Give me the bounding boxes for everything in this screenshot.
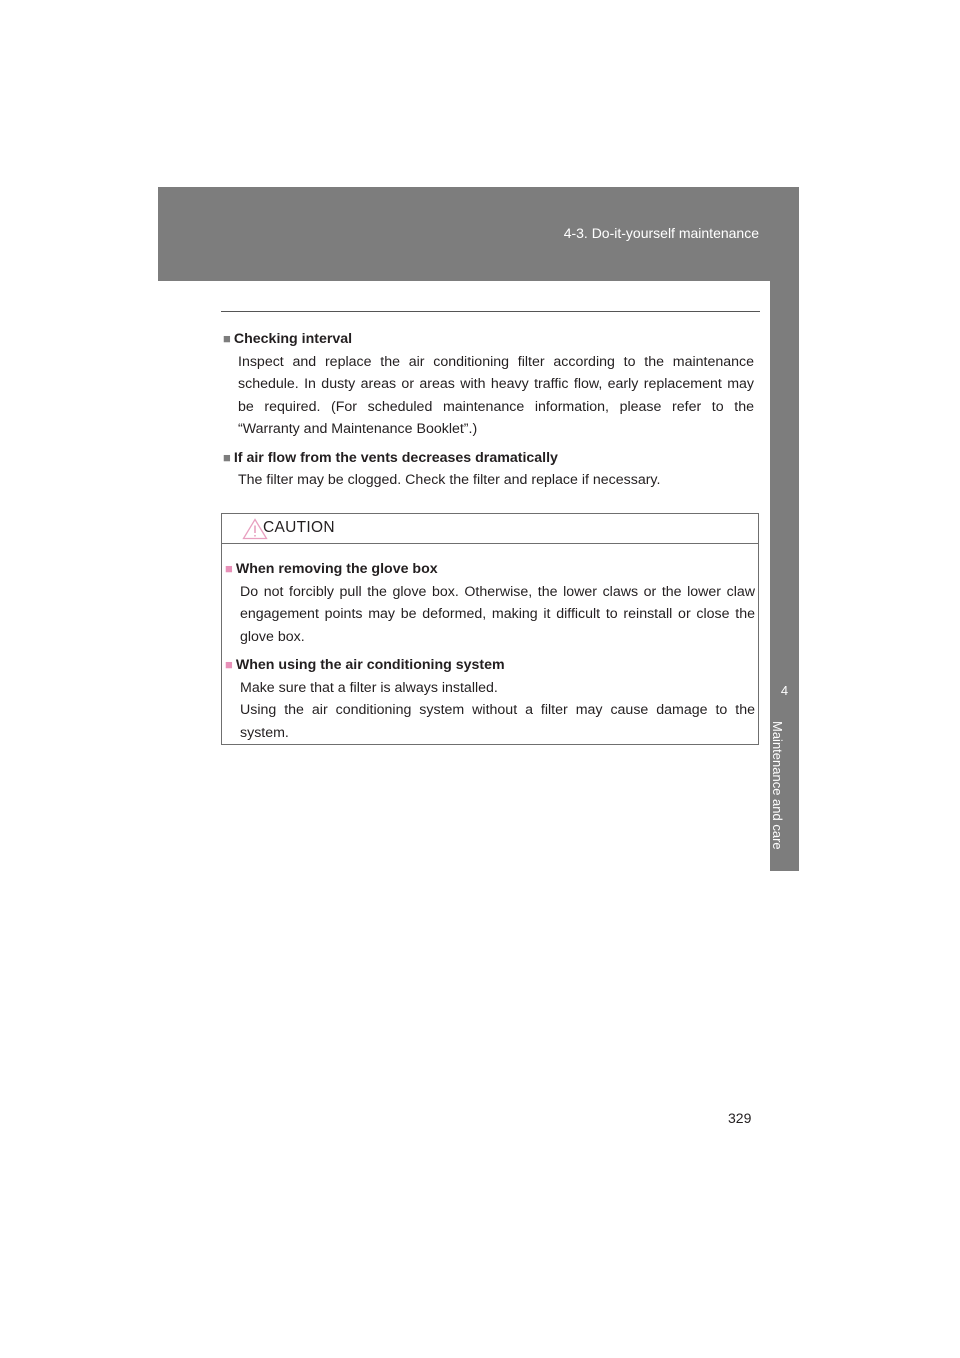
- note-body: Inspect and replace the air conditioning filter according to the maintenance schedule. In dusty areas or areas with heavy traffic flow, early replacement may be required. (For scheduled maintenance information, please refer to the “Warranty and Maintenance Booklet”.): [238, 353, 754, 437]
- caution-box: [221, 513, 759, 745]
- caution-content: [225, 558, 755, 750]
- bullet: ■: [225, 657, 233, 672]
- caution-body: Do not forcibly pull the glove box. Otherwise, the lower claws or the lower claw engagement points may be deformed, making it difficult to reinstall or close the glove box.: [240, 583, 755, 645]
- section-title: 4-3. Do-it-yourself maintenance: [563, 225, 759, 241]
- bullet: ■: [223, 449, 231, 465]
- note-heading-text: If air flow from the vents decreases dramatically: [233, 449, 558, 466]
- note-heading: [223, 328, 754, 351]
- note-heading-text: Checking interval: [233, 331, 353, 347]
- header-band: [158, 187, 799, 281]
- tab-label: Maintenance and care: [770, 721, 785, 850]
- notes-section: [223, 328, 754, 498]
- bullet: ■: [225, 561, 233, 576]
- tab-number: 4: [780, 683, 789, 698]
- top-rule: [221, 311, 760, 312]
- page-number: 329: [728, 1110, 752, 1126]
- caution-heading: [225, 558, 755, 581]
- caution-header: [222, 514, 758, 544]
- note-heading: [223, 447, 754, 470]
- caution-heading-text: When removing the glove box: [235, 561, 438, 577]
- note-body: The filter may be clogged. Check the filter and replace if necessary.: [238, 472, 661, 488]
- side-tab: [770, 281, 799, 871]
- caution-heading-text: When using the air conditioning system: [235, 657, 505, 673]
- caution-body: Make sure that a filter is always installed.: [240, 679, 498, 696]
- caution-heading: [225, 654, 755, 677]
- caution-label: CAUTION: [263, 519, 335, 536]
- caution-body: Using the air conditioning system without a filter may cause damage to the system.: [240, 702, 755, 741]
- bullet: ■: [223, 331, 231, 346]
